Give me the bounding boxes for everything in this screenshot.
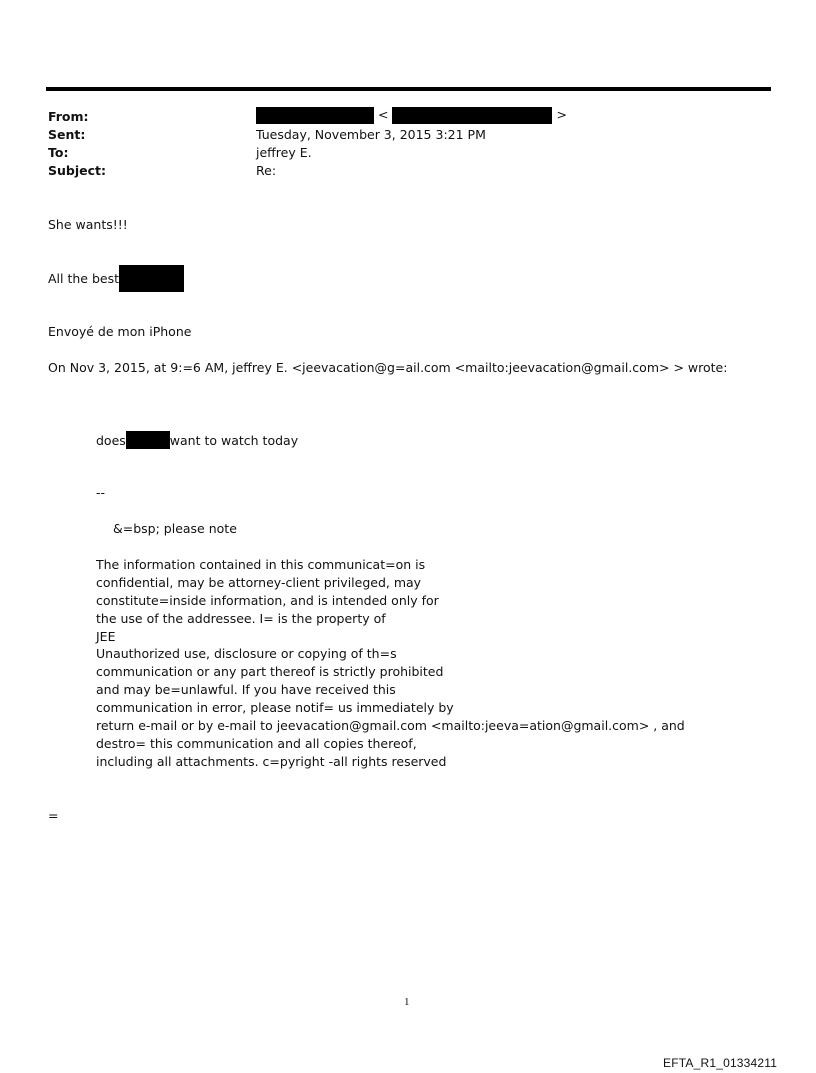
to-value: jeffrey E.	[256, 145, 312, 160]
page-number: 1	[404, 996, 410, 1008]
from-label: From:	[48, 109, 89, 124]
redaction-signer-name	[119, 265, 184, 292]
note-line: &=bsp; please note	[113, 521, 237, 536]
disclaimer-line: constitute=inside information, and is intended only for	[96, 592, 439, 608]
from-angle-close: >	[556, 107, 567, 122]
mobile-signature: Envoyé de mon iPhone	[48, 324, 192, 339]
disclaimer-line: JEE	[96, 628, 116, 644]
quote-intro: On Nov 3, 2015, at 9:=6 AM, jeffrey E. <jeevacation@g=ail.com <mailto:jeevacation@gmail.com> > wrote:	[48, 360, 728, 375]
disclaimer-line: including all attachments. c=pyright -all rights reserved	[96, 753, 447, 769]
disclaimer-line: return e-mail or by e-mail to jeevacation@gmail.com <mailto:jeeva=ation@gmail.com> , and	[96, 718, 685, 734]
header-rule	[46, 87, 771, 91]
disclaimer-line: and may be=unlawful. If you have received this	[96, 682, 396, 698]
trailing-char: =	[48, 808, 59, 823]
sent-label: Sent:	[48, 127, 86, 142]
redaction-quoted-name	[126, 431, 170, 449]
quote-separator: --	[96, 485, 106, 500]
redaction-sender-name	[256, 107, 374, 124]
subject-value: Re:	[256, 163, 277, 178]
quoted-message	[96, 431, 298, 449]
subject-label: Subject:	[48, 163, 106, 178]
from-value	[256, 107, 567, 124]
disclaimer-line: communication or any part thereof is strictly prohibited	[96, 664, 444, 680]
from-angle-open: <	[377, 107, 389, 122]
disclaimer-line: confidential, may be attorney-client privileged, may	[96, 574, 422, 590]
document-id: EFTA_R1_01334211	[663, 1056, 778, 1070]
disclaimer-line: the use of the addressee. I= is the property of	[96, 610, 386, 626]
closing-text: All the best	[48, 271, 119, 286]
quoted-text-end: want to watch today	[169, 433, 299, 448]
closing-line	[48, 265, 184, 292]
disclaimer-line: The information contained in this communicat=on is	[96, 557, 426, 572]
to-label: To:	[48, 145, 69, 160]
message-line: She wants!!!	[48, 217, 128, 232]
disclaimer-line: communication in error, please notif= us immediately by	[96, 700, 454, 716]
disclaimer-block	[96, 556, 685, 771]
disclaimer-line: destro= this communication and all copies thereof,	[96, 735, 417, 751]
quoted-text-start: does	[96, 433, 126, 448]
redaction-sender-email	[392, 107, 552, 124]
sent-value: Tuesday, November 3, 2015 3:21 PM	[256, 127, 486, 142]
disclaimer-line: Unauthorized use, disclosure or copying of th=s	[96, 646, 397, 662]
